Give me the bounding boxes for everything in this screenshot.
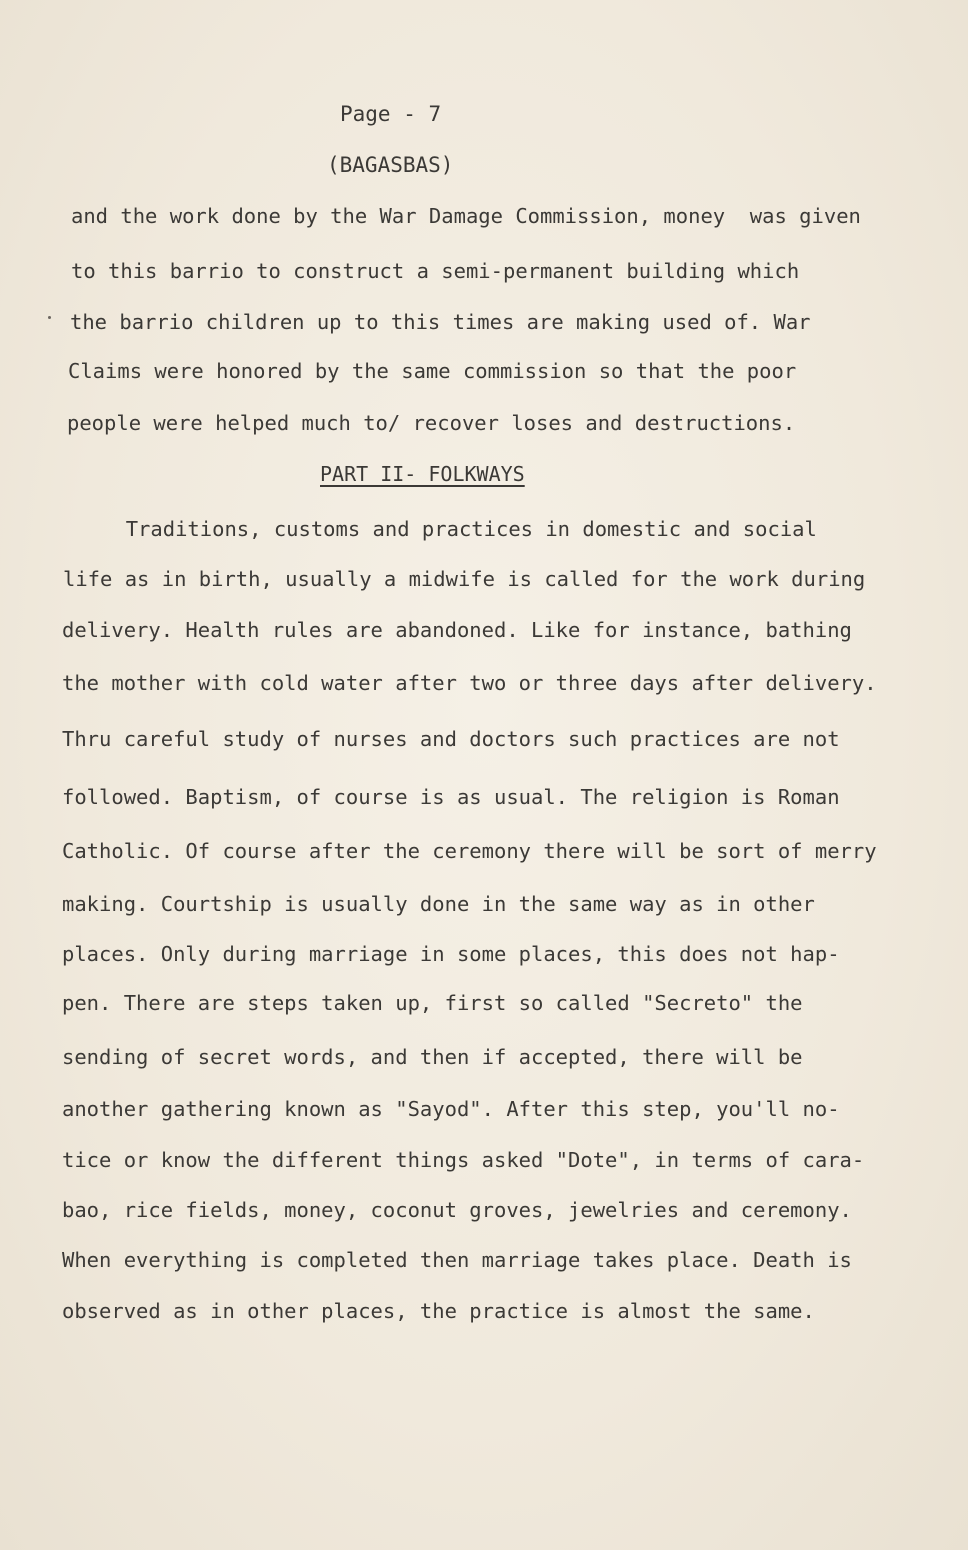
- text-line: places. Only during marriage in some places, this does not hap-: [62, 942, 840, 966]
- text-line: to this barrio to construct a semi-permanent building which: [71, 259, 800, 283]
- text-line: Claims were honored by the same commission so that the poor: [68, 359, 797, 383]
- text-line: Traditions, customs and practices in domestic and social: [64, 517, 817, 541]
- text-line: people were helped much to/ recover loses and destructions.: [67, 411, 796, 435]
- section-heading: PART II- FOLKWAYS: [320, 462, 525, 486]
- text-line: the mother with cold water after two or three days after delivery.: [62, 671, 877, 695]
- text-line: and the work done by the War Damage Commission, money was given: [71, 204, 861, 228]
- text-line: pen. There are steps taken up, first so called "Secreto" the: [62, 991, 803, 1015]
- text-line: life as in birth, usually a midwife is called for the work during: [63, 567, 866, 591]
- text-line: sending of secret words, and then if accepted, there will be: [62, 1045, 803, 1069]
- text-line: When everything is completed then marriage takes place. Death is: [62, 1248, 852, 1272]
- text-line: bao, rice fields, money, coconut groves, jewelries and ceremony.: [62, 1198, 852, 1222]
- text-line: followed. Baptism, of course is as usual. The religion is Roman: [62, 785, 840, 809]
- barrio-name-header: (BAGASBAS): [327, 153, 454, 177]
- text-line: observed as in other places, the practice is almost the same.: [62, 1299, 815, 1323]
- page-number: Page - 7: [340, 102, 442, 126]
- text-line: Thru careful study of nurses and doctors such practices are not: [62, 727, 840, 751]
- text-line: the barrio children up to this times are making used of. War: [70, 310, 811, 334]
- text-line: making. Courtship is usually done in the same way as in other: [62, 892, 815, 916]
- margin-mark: [48, 316, 51, 319]
- text-line: tice or know the different things asked "Dote", in terms of cara-: [62, 1148, 865, 1172]
- text-line: Catholic. Of course after the ceremony there will be sort of merry: [62, 839, 877, 863]
- text-line: another gathering known as "Sayod". After this step, you'll no-: [62, 1097, 840, 1121]
- text-line: delivery. Health rules are abandoned. Like for instance, bathing: [62, 618, 852, 642]
